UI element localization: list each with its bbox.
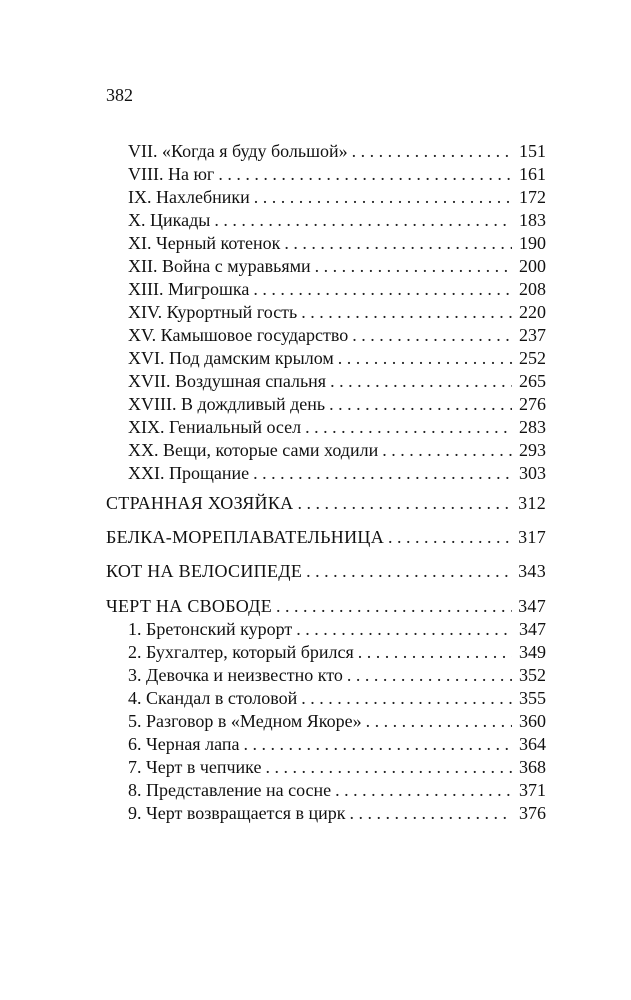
toc-entry [128, 163, 546, 185]
toc-entry-page: 343 [518, 561, 546, 581]
toc-leader-dots [325, 393, 512, 415]
toc-entry [106, 526, 546, 548]
toc-leader-dots [343, 664, 512, 686]
toc-entry [128, 186, 546, 208]
toc-entry-page: 303 [519, 463, 546, 483]
toc-entry-title: XVIII. В дождливый день [128, 394, 326, 414]
toc-entry-page: 368 [519, 757, 546, 777]
toc-entry-title: 8. Представление на сосне [128, 780, 332, 800]
toc-entry-title: XI. Черный котенок [128, 233, 281, 253]
toc-leader-dots [249, 462, 512, 484]
toc-entry [106, 595, 546, 617]
toc-entry-title: БЕЛКА-МОРЕПЛАВАТЕЛЬНИЦА [106, 527, 384, 547]
toc-entry-title: X. Цикады [128, 210, 211, 230]
toc-entry [106, 492, 546, 514]
toc-entry [128, 209, 546, 231]
toc-entry-page: 355 [519, 688, 546, 708]
toc-entry [128, 733, 546, 755]
toc-entry [128, 687, 546, 709]
toc-entry [128, 393, 546, 415]
toc-entry-title: VIII. На юг [128, 164, 215, 184]
toc-entry [128, 462, 546, 484]
toc-entry-page: 200 [519, 256, 546, 276]
toc-entry-page: 349 [519, 642, 546, 662]
toc-entry-page: 347 [518, 596, 546, 616]
toc-entry-title: 9. Черт возвращается в цирк [128, 803, 346, 823]
toc-entry-page: 360 [519, 711, 546, 731]
toc-leader-dots [354, 641, 512, 663]
toc-entry [128, 255, 546, 277]
toc-leader-dots [297, 687, 512, 709]
toc-entry-title: XVII. Воздушная спальня [128, 371, 327, 391]
toc-leader-dots [249, 278, 512, 300]
toc-entry [128, 439, 546, 461]
toc-leader-dots [378, 439, 512, 461]
toc-leader-dots [297, 301, 512, 323]
toc-entry-title: ЧЕРТ НА СВОБОДЕ [106, 596, 273, 616]
toc-entry-title: СТРАННАЯ ХОЗЯЙКА [106, 493, 294, 513]
toc-entry-title: 6. Черная лапа [128, 734, 240, 754]
toc-leader-dots [348, 324, 512, 346]
toc-entry [106, 560, 546, 582]
toc-entry-title: XXI. Прощание [128, 463, 250, 483]
toc-entry-title: 5. Разговор в «Медном Якоре» [128, 711, 362, 731]
toc-entry-page: 283 [519, 417, 546, 437]
toc-leader-dots [384, 526, 512, 548]
toc-leader-dots [292, 618, 512, 640]
toc-entry [128, 802, 546, 824]
toc-entry-title: XVI. Под дамским крылом [128, 348, 334, 368]
toc-leader-dots [301, 416, 512, 438]
toc-entry-page: 220 [519, 302, 546, 322]
toc-entry-title: 4. Скандал в столовой [128, 688, 298, 708]
toc-entry-page: 237 [519, 325, 546, 345]
toc-entry-page: 347 [519, 619, 546, 639]
toc-entry-page: 265 [519, 371, 546, 391]
toc-entry-title: XX. Вещи, которые сами ходили [128, 440, 379, 460]
toc-entry-title: XIX. Гениальный осел [128, 417, 302, 437]
toc-entry [128, 278, 546, 300]
toc-entry [128, 779, 546, 801]
toc-entry-title: XIII. Мигрошка [128, 279, 250, 299]
toc-leader-dots [293, 492, 512, 514]
toc-leader-dots [331, 779, 512, 801]
toc-entry-title: XIV. Курортный гость [128, 302, 298, 322]
toc-leader-dots [261, 756, 512, 778]
toc-entry-page: 371 [519, 780, 546, 800]
toc-entry-page: 276 [519, 394, 546, 414]
toc-leader-dots [311, 255, 512, 277]
toc-entry-title: XV. Камышовое государство [128, 325, 349, 345]
toc-entry [128, 756, 546, 778]
toc-entry-page: 161 [519, 164, 546, 184]
toc-leader-dots [302, 560, 512, 582]
toc-entry-page: 183 [519, 210, 546, 230]
toc-entry [128, 664, 546, 686]
toc-entry-page: 352 [519, 665, 546, 685]
toc-leader-dots [348, 140, 512, 162]
toc-entry-title: 7. Черт в чепчике [128, 757, 262, 777]
toc-entry-page: 317 [518, 527, 546, 547]
toc-entry-page: 293 [519, 440, 546, 460]
toc-entry-page: 376 [519, 803, 546, 823]
toc-entry [128, 140, 546, 162]
toc-entry [128, 710, 546, 732]
toc-leader-dots [239, 733, 512, 755]
toc-entry-page: 151 [519, 141, 546, 161]
toc-entry [128, 324, 546, 346]
toc-entry [128, 641, 546, 663]
toc-entry-page: 190 [519, 233, 546, 253]
toc-leader-dots [214, 163, 512, 185]
toc-entry [128, 232, 546, 254]
toc-leader-dots [334, 347, 512, 369]
toc-entry-page: 312 [518, 493, 546, 513]
page-number: 382 [106, 85, 133, 105]
toc-entry-title: 1. Бретонский курорт [128, 619, 293, 639]
toc-entry-title: XII. Война с муравьями [128, 256, 311, 276]
toc-leader-dots [210, 209, 512, 231]
toc-entry-page: 172 [519, 187, 546, 207]
toc-leader-dots [280, 232, 512, 254]
toc-entry-page: 208 [519, 279, 546, 299]
toc-entry [128, 301, 546, 323]
toc-leader-dots [250, 186, 512, 208]
toc-leader-dots [272, 595, 512, 617]
toc-entry [128, 347, 546, 369]
toc-entry-page: 364 [519, 734, 546, 754]
toc-entry [128, 618, 546, 640]
toc-entry-title: IX. Нахлебники [128, 187, 250, 207]
toc-entry-title: 3. Девочка и неизвестно кто [128, 665, 343, 685]
toc-entry [128, 416, 546, 438]
toc-entry [128, 370, 546, 392]
toc-entry-title: VII. «Когда я буду большой» [128, 141, 348, 161]
toc-entry-title: КОТ НА ВЕЛОСИПЕДЕ [106, 561, 303, 581]
toc-leader-dots [346, 802, 513, 824]
toc-entry-title: 2. Бухгалтер, который брился [128, 642, 354, 662]
toc-leader-dots [362, 710, 512, 732]
toc-leader-dots [326, 370, 512, 392]
toc-entry-page: 252 [519, 348, 546, 368]
